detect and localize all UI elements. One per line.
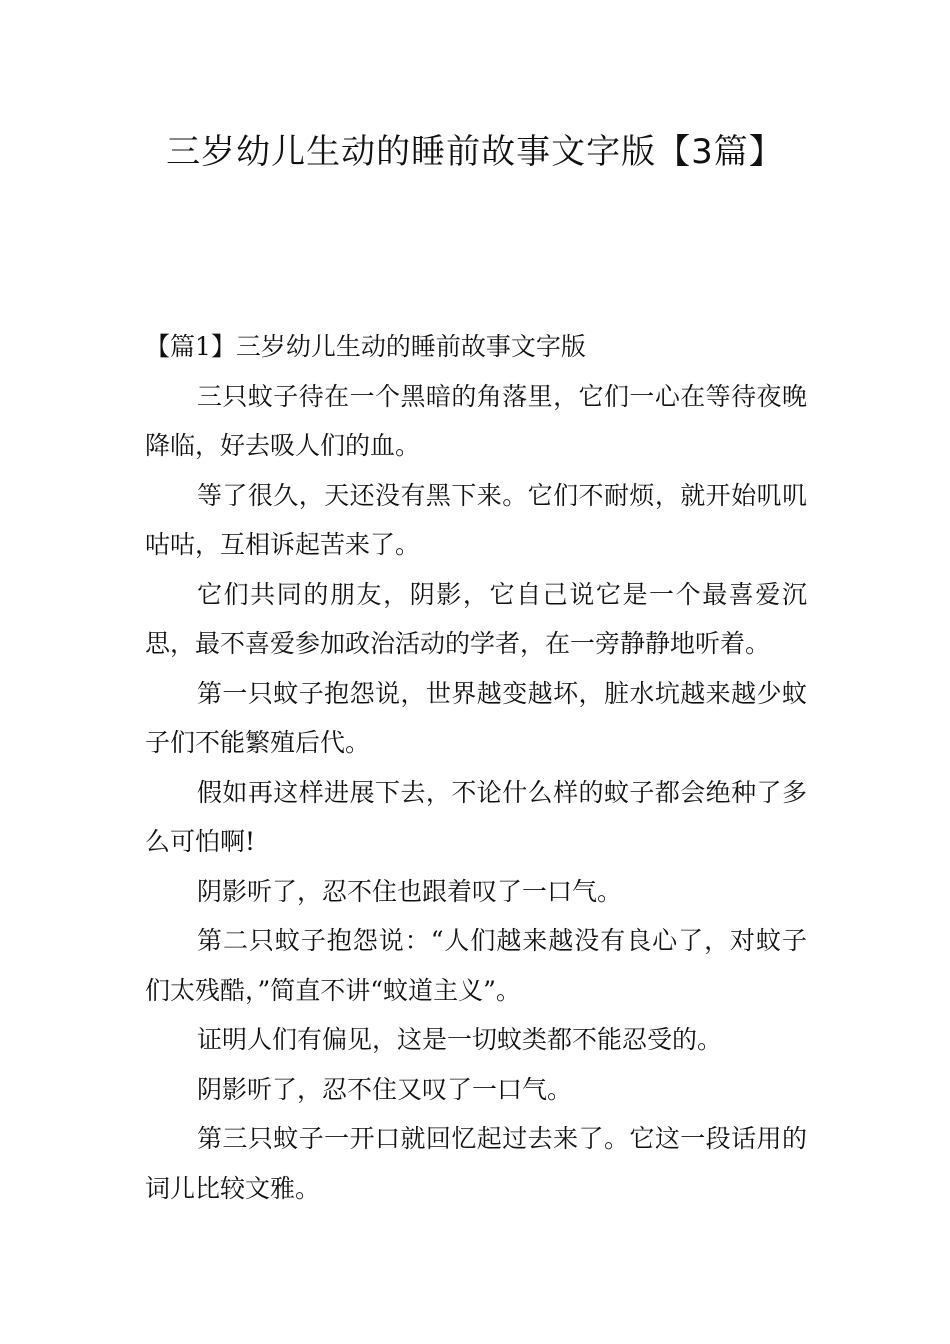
paragraph-1: 三只蚊子待在一个黑暗的角落里，它们一心在等待夜晚降临，好去吸人们的血。	[145, 381, 807, 460]
paragraph-4: 第一只蚊子抱怨说，世界越变越坏，脏水坑越来越少蚊子们不能繁殖后代。	[145, 678, 807, 757]
section-heading: 【篇1】三岁幼儿生动的睡前故事文字版	[145, 332, 586, 361]
paragraph-8: 证明人们有偏见，这是一切蚊类都不能忍受的。	[197, 1025, 723, 1054]
paragraph-7: 第二只蚊子抱怨说：“人们越来越没有良心了，对蚊子们太残酷，”简直不讲“蚊道主义”。	[145, 926, 807, 1005]
document-title: 三岁幼儿生动的睡前故事文字版【3篇】	[166, 132, 784, 172]
document-body	[145, 322, 807, 1213]
paragraph-10: 第三只蚊子一开口就回忆起过去来了。它这一段话用的词儿比较文雅。	[145, 1124, 807, 1203]
paragraph-6: 阴影听了，忍不住也跟着叹了一口气。	[197, 876, 623, 906]
paragraph-9: 阴影听了，忍不住又叹了一口气。	[197, 1074, 573, 1104]
paragraph-5: 假如再这样进展下去，不论什么样的蚊子都会绝种了多么可怕啊!	[145, 777, 807, 856]
paragraph-3: 它们共同的朋友，阴影，它自己说它是一个最喜爱沉思，最不喜爱参加政治活动的学者，在一旁静静地听着。	[145, 579, 807, 658]
paragraph-2: 等了很久，天还没有黑下来。它们不耐烦，就开始叽叽咕咕，互相诉起苦来了。	[145, 480, 807, 559]
